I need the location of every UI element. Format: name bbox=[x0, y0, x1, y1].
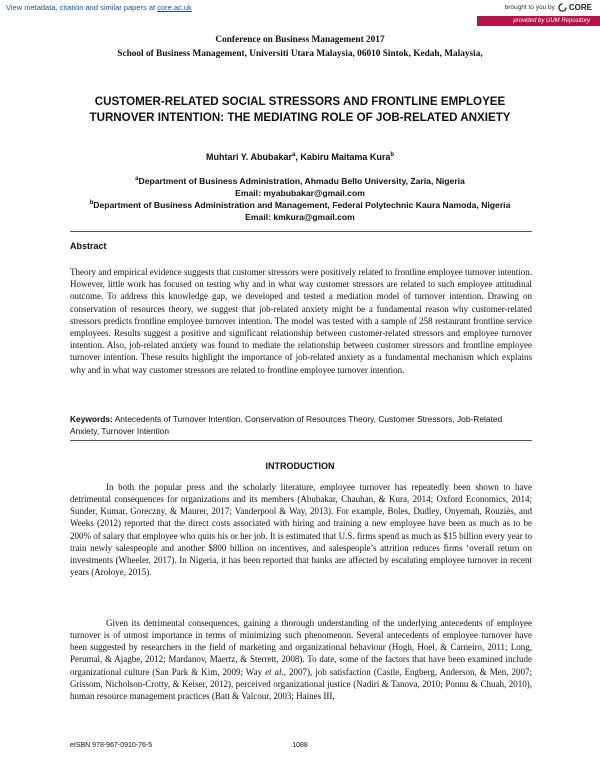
conference-venue: School of Business Management, Universiti Utara Malaysia, 06010 Sintok, Kedah, Malaysia, bbox=[117, 49, 483, 59]
authors bbox=[0, 152, 600, 162]
paper-title: CUSTOMER-RELATED SOCIAL STRESSORS AND FRONTLINE EMPLOYEE TURNOVER INTENTION: THE MEDIATING ROLE OF JOB-RELATED ANXIETY bbox=[89, 95, 511, 124]
abstract-body: Theory and empirical evidence suggests that customer stressors were positively related to frontline employee turnover intention. However, little work has focused on testing why and in what way customer stressors are related to such employee attitudinal outcome. To address this knowledge gap, we developed and tested a mediation model of turnover intention. Drawing on conservation of resources theory, we suggest that job-related anxiety might be a fundamental reason why customer-related stressors predicts frontline employee turnover intention. The model was tested with a sample of 258 restaurant frontline service employees. Results suggest a positive and significant relationship between customer-related stressors and employee turnover intention. Also, job-related anxiety was found to mediate the relationship between customer stressors and frontline employee turnover intention. These results highlight the importance of job-related anxiety as a fundamental mechanism which explains why and in what way customer stressors are related to frontline employee turnover intention. bbox=[70, 267, 532, 375]
provided-by-bar[interactable]: provided by UUM Repository bbox=[477, 16, 600, 26]
affiliation-a-sup: a bbox=[135, 176, 139, 183]
affiliation-a bbox=[0, 176, 600, 186]
core-label: CORE bbox=[568, 3, 592, 12]
brought-by-text: brought to you by bbox=[504, 4, 555, 11]
affiliation-a-email: Email: myabubakar@gmail.com bbox=[235, 188, 365, 198]
abstract-bottom-rule bbox=[70, 440, 532, 441]
intro-paragraph-1-text: In both the popular press and the scholarly literature, employee turnover has repeatedly been shown to have detrimental consequences for organizations and its members (Abubakar, Chauhan, & Kura, 2014; Oxford Economics, 2014; Sunder, Kumar, Goreczny, & Maurer, 2017; Vanderpool & Way, 2013). For example, Boles, Dudley, Onyemah, Rouziès, and Weeks (2012) reported that the direct costs associated with hiring and training a new employee have been as much as to be 200% of salary that employee who quits his or her job. It is estimated that U.S. firms spend as much as $15 billion every year to train newly salespeople and another $800 billion on incentives, and salespeople’s attrition reduces firms ‘overall return on investments (Wheeler, 2017). In Nigeria, it has been reported that banks are affected by escalating employee turnover in recent years (Aroloye, 2015). bbox=[70, 482, 532, 578]
footer-isbn: eISBN 978-967-0910-76-5 bbox=[70, 742, 153, 749]
conference-title: Conference on Business Management 2017 bbox=[215, 35, 385, 45]
metadata-prefix: View metadata, citation and similar papers at bbox=[6, 3, 158, 12]
keywords bbox=[70, 413, 532, 437]
introduction-heading: INTRODUCTION bbox=[265, 461, 335, 471]
abstract-top-rule bbox=[70, 231, 532, 232]
intro-paragraph-2-part-a: Given its detrimental consequences, gaining a thorough understanding of the underlying antecedents of employee turnover is of utmost importance in terms of minimizing such phenomenon. Several antecedents of employee turnover have been suggested by researchers in the field of marketing and organizational behaviour (Hogh, Hoel, & Carneiro, 2011; Long, Perumal, & Ajagbe, 2012; Mardanov, Maertz, & Sterrett, 2008). To date, some of the factors that have been examined include organizational culture (San Park & Kim, 2009; Way bbox=[70, 618, 532, 677]
core-badge[interactable] bbox=[505, 3, 592, 12]
author-1-sup: a bbox=[291, 152, 296, 158]
abstract-heading: Abstract bbox=[70, 241, 107, 251]
top-banner bbox=[0, 0, 600, 27]
keywords-label: Keywords: bbox=[70, 414, 113, 424]
keywords-text: Antecedents of Turnover Intention, Conservation of Resources Theory, Customer Stressors, Job-Related Anxiety, Turnover Intention bbox=[70, 414, 503, 436]
intro-paragraph-2-text bbox=[70, 617, 532, 702]
affiliation-b-text: Department of Business Administration and Management, Federal Polytechnic Kaura Namoda, Nigeria bbox=[93, 200, 511, 210]
metadata-link[interactable] bbox=[6, 3, 192, 12]
intro-paragraph-2 bbox=[70, 617, 532, 702]
affiliation-b-email: Email: kmkura@gmail.com bbox=[245, 212, 355, 222]
intro-paragraph-2-part-b: , 2007), job satisfaction (Castle, Engberg, Anderson, & Men, 2007; Grissom, Nicholson-Crotty, & Keiser, 2012), perceived organizational justice (Nadiri & Tanova, 2010; Ponnu & Chuah, 2010), human resource management practices (Batt & Valcour, 2003; Haines III, bbox=[70, 666, 532, 701]
intro-paragraph-2-etal: et al. bbox=[265, 666, 284, 677]
core-link[interactable]: core.ac.uk bbox=[157, 3, 192, 12]
author-separator: , bbox=[295, 152, 301, 162]
affiliation-b-sup: b bbox=[89, 200, 94, 207]
footer-page-number: 1088 bbox=[292, 742, 308, 749]
author-2: Kabiru Maitama Kura bbox=[300, 152, 391, 162]
intro-paragraph-1 bbox=[70, 481, 532, 578]
author-2-sup: b bbox=[390, 152, 395, 158]
core-logo-icon bbox=[558, 3, 567, 12]
affiliation-a-text: Department of Business Administration, Ahmadu Bello University, Zaria, Nigeria bbox=[138, 176, 465, 186]
core-logo bbox=[558, 3, 592, 12]
author-1: Muhtari Y. Abubakar bbox=[205, 152, 292, 162]
affiliation-b bbox=[0, 200, 600, 210]
